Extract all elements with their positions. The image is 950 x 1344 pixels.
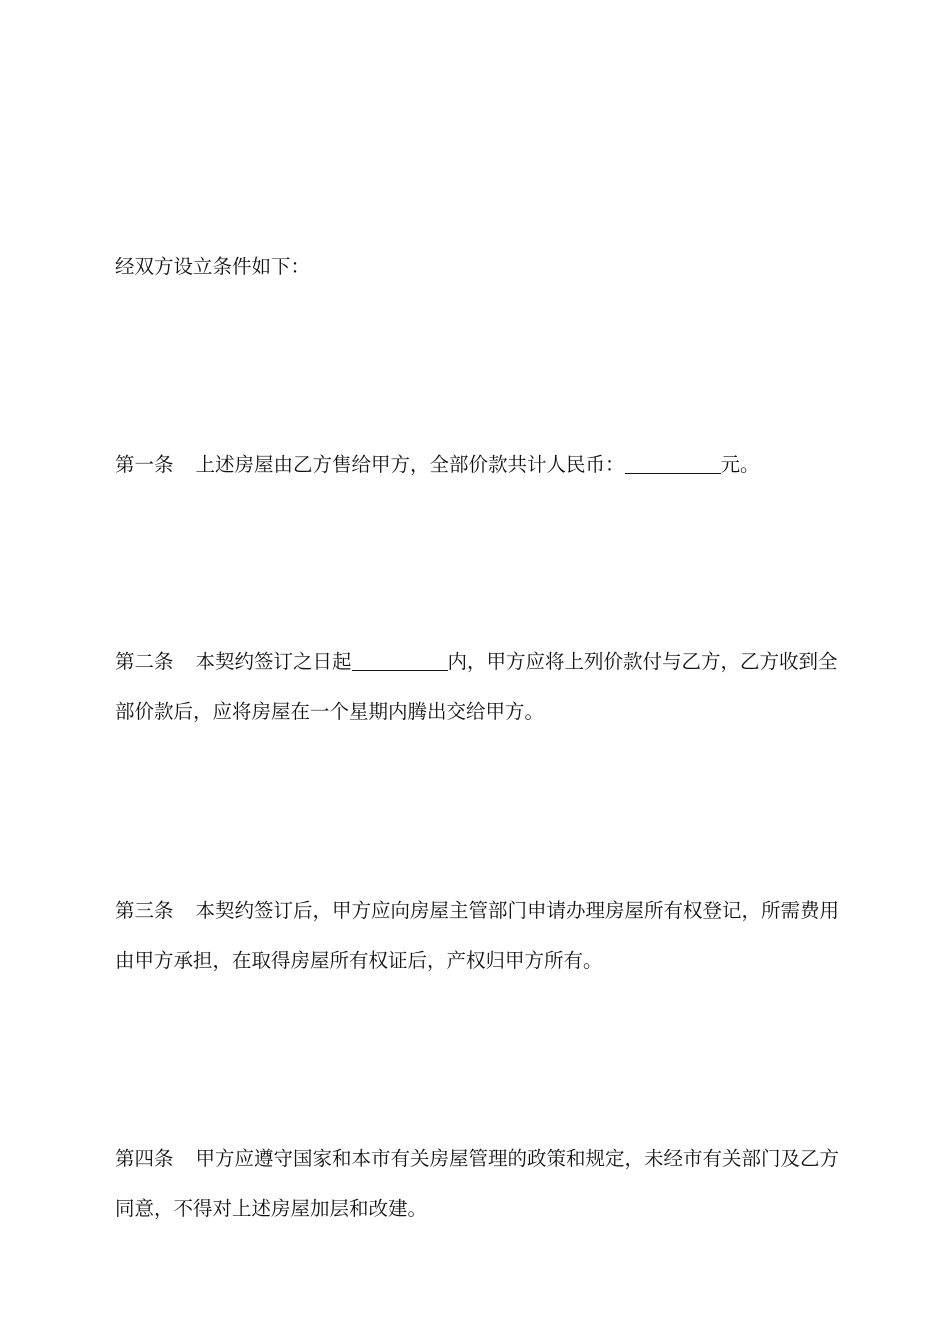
- period-blank-field[interactable]: [352, 651, 448, 672]
- article-4-text: 甲方应遵守国家和本市有关房屋管理的政策和规定，未经市有关部门及乙方同意，不得对上述房屋加层和改建。: [115, 1147, 840, 1220]
- article-2-text-after: 内，甲方应将上列价款付与乙方，乙方收到全部价款后，应将房屋在一个星期内腾出交给甲方。: [115, 650, 838, 723]
- intro-paragraph: 经双方设立条件如下：: [115, 255, 311, 278]
- article-1-text-after: 元。: [720, 453, 760, 476]
- article-2-text-before: 本契约签订之日起: [195, 650, 352, 673]
- article-3: [115, 886, 840, 986]
- article-3-label: 第三条: [115, 899, 174, 922]
- article-1-label: 第一条: [115, 453, 174, 476]
- article-1-text-before: 上述房屋由乙方售给甲方，全部价款共计人民币：: [195, 453, 625, 476]
- article-3-text: 本契约签订后，甲方应向房屋主管部门申请办理房屋所有权登记，所需费用由甲方承担，在取得房屋所有权证后，产权归甲方所有。: [115, 899, 840, 972]
- amount-blank-field[interactable]: [625, 454, 721, 475]
- article-4-label: 第四条: [115, 1147, 174, 1170]
- article-2: [115, 637, 840, 737]
- article-2-label: 第二条: [115, 650, 174, 673]
- article-1: [115, 440, 840, 490]
- article-4: [115, 1134, 840, 1234]
